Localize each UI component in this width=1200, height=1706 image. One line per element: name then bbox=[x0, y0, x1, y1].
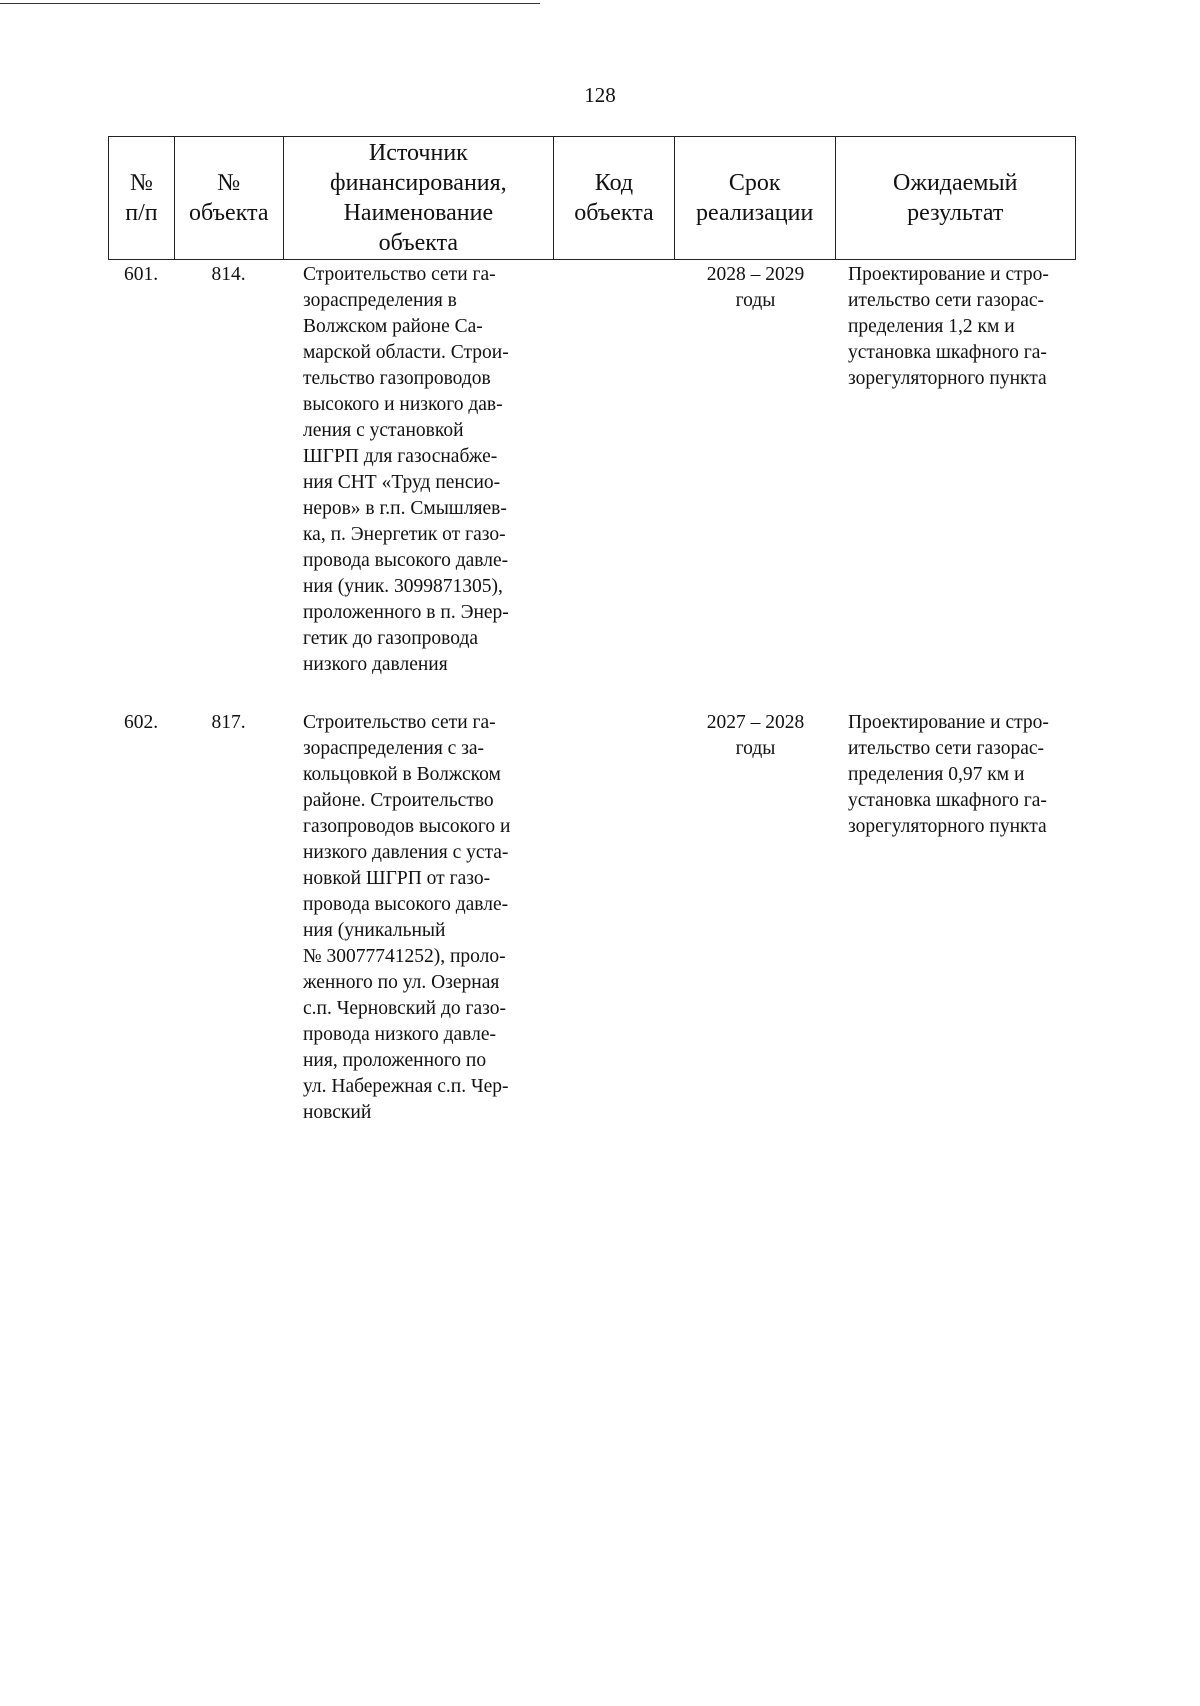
object-name bbox=[303, 262, 553, 678]
object-name-line: Строительство сети га- bbox=[303, 712, 496, 733]
header-text: объекта bbox=[378, 230, 459, 256]
page-number: 128 bbox=[584, 83, 616, 107]
object-name-line: высокого и низкого дав- bbox=[303, 394, 503, 415]
object-name-line: ния СНТ «Труд пенсио- bbox=[303, 472, 501, 493]
header-cell-result bbox=[836, 137, 1076, 259]
header-text: Наименование bbox=[343, 200, 494, 226]
object-number: 817. bbox=[211, 712, 246, 733]
object-name-line: ния (уникальный bbox=[303, 920, 446, 941]
object-name-line: зораспределения с за- bbox=[303, 738, 485, 759]
result-line: Проектирование и стро- bbox=[848, 712, 1049, 733]
header-cell-code bbox=[554, 137, 675, 259]
term-line: 2028 – 2029 bbox=[706, 264, 805, 285]
result-line: Проектирование и стро- bbox=[848, 264, 1049, 285]
top-border-line bbox=[0, 3, 540, 4]
object-name-line: кольцовкой в Волжском bbox=[303, 764, 501, 785]
result-line: пределения 0,97 км и bbox=[848, 764, 1025, 785]
object-name-line: низкого давления с уста- bbox=[303, 842, 509, 863]
object-name-line: новкой ШГРП от газо- bbox=[303, 868, 491, 889]
header-text: финансирования, bbox=[330, 170, 507, 196]
object-name-line: с.п. Черновский до газо- bbox=[303, 998, 506, 1019]
object-name-line: неров» в г.п. Смышляев- bbox=[303, 498, 507, 519]
header-text: Срок bbox=[728, 170, 781, 196]
result-line: ительство сети газорас- bbox=[848, 290, 1045, 311]
header-text: № bbox=[129, 170, 153, 196]
term-line: годы bbox=[735, 738, 776, 759]
header-text: № bbox=[217, 170, 241, 196]
object-name-line: новский bbox=[303, 1102, 372, 1123]
object-name-line: гетик до газопровода bbox=[303, 628, 479, 649]
header-text: результат bbox=[907, 200, 1004, 226]
object-name-line: проложенного в п. Энер- bbox=[303, 602, 509, 623]
result-line: зорегуляторного пункта bbox=[848, 816, 1047, 837]
object-name-line: газопроводов высокого и bbox=[303, 816, 511, 837]
result-line: ительство сети газорас- bbox=[848, 738, 1045, 759]
header-text: Ожидаемый bbox=[893, 170, 1018, 196]
object-name-line: ния (уник. 3099871305), bbox=[303, 576, 503, 597]
header-cell-num bbox=[109, 137, 175, 259]
term-line: 2027 – 2028 bbox=[706, 712, 805, 733]
header-text: объекта bbox=[574, 200, 654, 226]
header-text: Код bbox=[594, 170, 634, 196]
object-name bbox=[303, 710, 553, 1126]
term-line: годы bbox=[735, 290, 776, 311]
object-name-line: ния, проложенного по bbox=[303, 1050, 487, 1071]
expected-result bbox=[848, 710, 1083, 840]
object-name-line: ления с установкой bbox=[303, 420, 464, 441]
object-name-line: ка, п. Энергетик от газо- bbox=[303, 524, 506, 545]
object-number: 814. bbox=[211, 264, 246, 285]
result-line: установка шкафного га- bbox=[848, 342, 1047, 363]
object-name-line: районе. Строительство bbox=[303, 790, 494, 811]
object-name-line: марской области. Строи- bbox=[303, 342, 509, 363]
header-text: Источник bbox=[368, 140, 468, 166]
header-cell-source bbox=[284, 137, 554, 259]
object-name-line: зораспределения в bbox=[303, 290, 457, 311]
object-name-line: ул. Набережная с.п. Чер- bbox=[303, 1076, 509, 1097]
implementation-term bbox=[675, 710, 836, 762]
object-name-line: провода низкого давле- bbox=[303, 1024, 497, 1045]
header-text: реализации bbox=[696, 200, 814, 226]
object-name-line: низкого давления bbox=[303, 654, 448, 675]
header-cell-term bbox=[675, 137, 836, 259]
object-name-line: провода высокого давле- bbox=[303, 550, 509, 571]
object-name-line: № 30077741252), проло- bbox=[303, 946, 506, 967]
object-name-line: женного по ул. Озерная bbox=[303, 972, 500, 993]
object-name-line: ШГРП для газоснабже- bbox=[303, 446, 498, 467]
object-name-line: провода высокого давле- bbox=[303, 894, 509, 915]
row-number: 602. bbox=[123, 712, 159, 733]
object-name-line: тельство газопроводов bbox=[303, 368, 491, 389]
header-text: объекта bbox=[189, 200, 269, 226]
header-cell-object bbox=[175, 137, 284, 259]
row-number: 601. bbox=[123, 264, 159, 285]
object-name-line: Волжском районе Са- bbox=[303, 316, 483, 337]
result-line: установка шкафного га- bbox=[848, 790, 1047, 811]
expected-result bbox=[848, 262, 1083, 392]
result-line: пределения 1,2 км и bbox=[848, 316, 1015, 337]
result-line: зорегуляторного пункта bbox=[848, 368, 1047, 389]
object-name-line: Строительство сети га- bbox=[303, 264, 496, 285]
implementation-term bbox=[675, 262, 836, 314]
table-header bbox=[108, 136, 1076, 260]
header-text: п/п bbox=[125, 200, 158, 226]
